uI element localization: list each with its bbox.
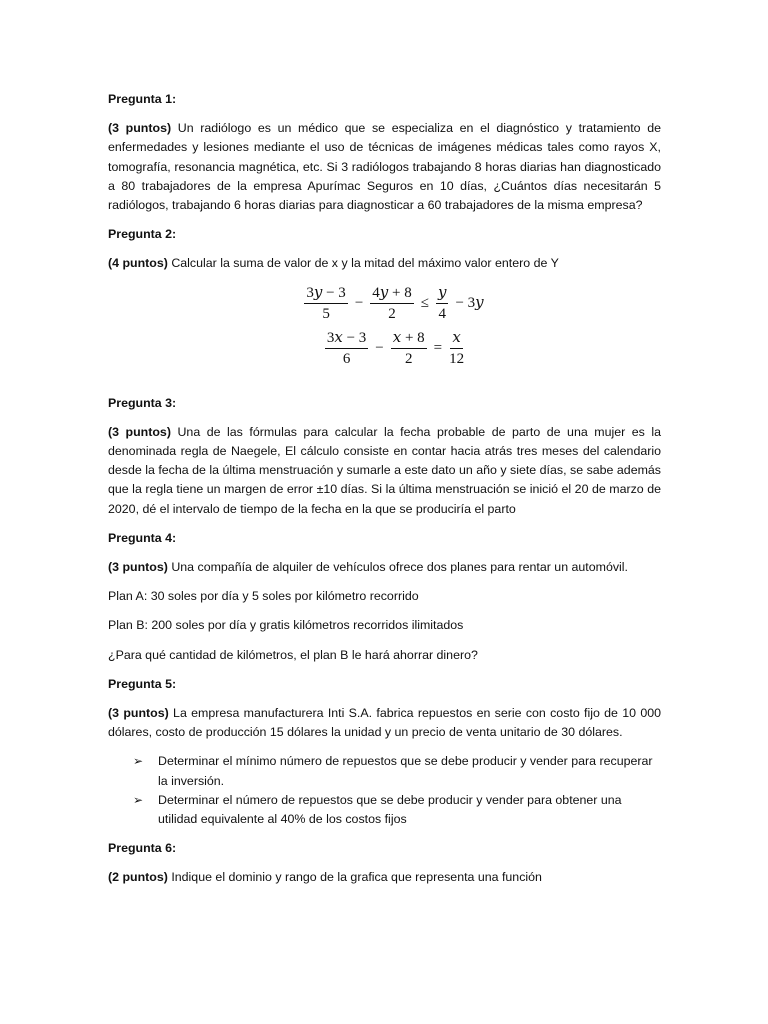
fraction [370, 284, 413, 323]
question-4-points: (3 puntos) [108, 560, 168, 575]
fraction-denominator: 6 [342, 350, 351, 367]
question-5-text [108, 704, 661, 742]
question-4-body: Una compañía de alquiler de vehículos ofrece dos planes para rentar un automóvil. [167, 560, 628, 575]
list-item [108, 791, 661, 829]
fraction-denominator: 5 [322, 305, 330, 322]
operator: − [354, 294, 364, 311]
question-1-body: Un radiólogo es un médico que se especializa en el diagnóstico y tratamiento de enfermedades y lesiones mediante el uso de técnicas de imágenes médicas tales como rayos X, tomografía, resonancia magnética, etc. Si 3 radiólogos trabajando 8 horas diarias han diagnosticado a 80 trabajadores de la empresa Apurímac Seguros en 10 días, ¿Cuántos días necesitarán 5 radiólogos, trabajando 6 horas diarias para diagnosticar a 60 trabajadores de la misma empresa? [108, 121, 661, 213]
question-1-text [108, 119, 661, 215]
operator: = [433, 339, 443, 356]
question-2-points: (4 puntos) [108, 256, 168, 271]
fraction-denominator: 4 [438, 305, 446, 322]
question-3-body: Una de las fórmulas para calcular la fecha probable de parto de una mujer es la denominada regla de Naegele, El cálculo consiste en contar hacia atrás tres meses del calendario desde la fecha de la última menstruación y sumarle a este dato un año y siete días, se sabe además que la regla tiene un margen de error ±10 días. Si la última menstruación se inició el 20 de marzo de 2020, dé el intervalo de tiempo de la fecha en la que se produciría el parto [108, 424, 662, 516]
fraction [304, 284, 347, 323]
fraction-denominator: 2 [388, 305, 396, 322]
list-item [108, 752, 661, 790]
question-5-list [108, 752, 661, 829]
question-3-heading: Pregunta 3: [108, 395, 177, 410]
fraction-denominator: 12 [449, 350, 465, 367]
fraction [325, 329, 368, 368]
question-5-body: La empresa manufacturera Inti S.A. fabrica repuestos en serie con costo fijo de 10 000 dólares, costo de producción 15 dólares la unidad y un precio de venta unitario de 30 dólares. [108, 706, 662, 740]
fraction-numerator: 𝑦 [436, 284, 448, 304]
question-4-question: ¿Para qué cantidad de kilómetros, el plan B le hará ahorrar dinero? [108, 647, 478, 662]
question-6-points: (2 puntos) [108, 870, 168, 885]
question-5-points: (3 puntos) [108, 706, 169, 721]
fraction-numerator: 3𝑥 − 3 [325, 329, 368, 349]
list-item-text: Determinar el mínimo número de repuestos que se debe producir y vender para recuperar la inversión. [158, 754, 653, 788]
plan-a: Plan A: 30 soles por día y 5 soles por kilómetro recorrido [108, 589, 419, 604]
question-4-heading: Pregunta 4: [108, 530, 177, 545]
question-3-points: (3 puntos) [108, 424, 171, 439]
question-2-text [108, 254, 661, 273]
arrow-bullet-icon: ➢ [133, 792, 144, 807]
question-4-text [108, 558, 661, 577]
question-3-text [108, 423, 661, 519]
question-1-heading: Pregunta 1: [108, 92, 177, 106]
linear-equation [108, 329, 661, 368]
question-2-body: Calcular la suma de valor de x y la mitad del máximo valor entero de Y [167, 256, 559, 271]
question-6-heading: Pregunta 6: [108, 841, 177, 856]
inequality-equation [108, 284, 661, 323]
question-6-text [108, 868, 661, 887]
fraction [436, 284, 448, 323]
operator: − [375, 339, 384, 356]
document-page [108, 90, 661, 898]
fraction-numerator: 𝑥 + 8 [391, 329, 427, 349]
fraction [391, 329, 427, 368]
question-5-heading: Pregunta 5: [108, 676, 177, 691]
arrow-bullet-icon: ➢ [133, 754, 144, 769]
question-2-heading: Pregunta 2: [108, 227, 177, 242]
question-6-body: Indique el dominio y rango de la grafica que representa una función [167, 870, 542, 885]
fraction-numerator: 4𝑦 + 8 [370, 284, 413, 304]
fraction-numerator: 3𝑦 − 3 [304, 284, 347, 304]
fraction [449, 329, 464, 368]
fraction-denominator: 2 [404, 350, 413, 367]
equation-tail: − 3𝑦 [455, 294, 484, 311]
operator: ≤ [420, 294, 429, 311]
plan-b: Plan B: 200 soles por día y gratis kilómetros recorridos ilimitados [108, 618, 464, 633]
list-item-text: Determinar el número de repuestos que se debe producir y vender para obtener una utilidad equivalente al 40% de los costos fijos [158, 792, 622, 827]
question-1-points: (3 puntos) [108, 121, 172, 136]
fraction-numerator: 𝑥 [450, 329, 462, 349]
